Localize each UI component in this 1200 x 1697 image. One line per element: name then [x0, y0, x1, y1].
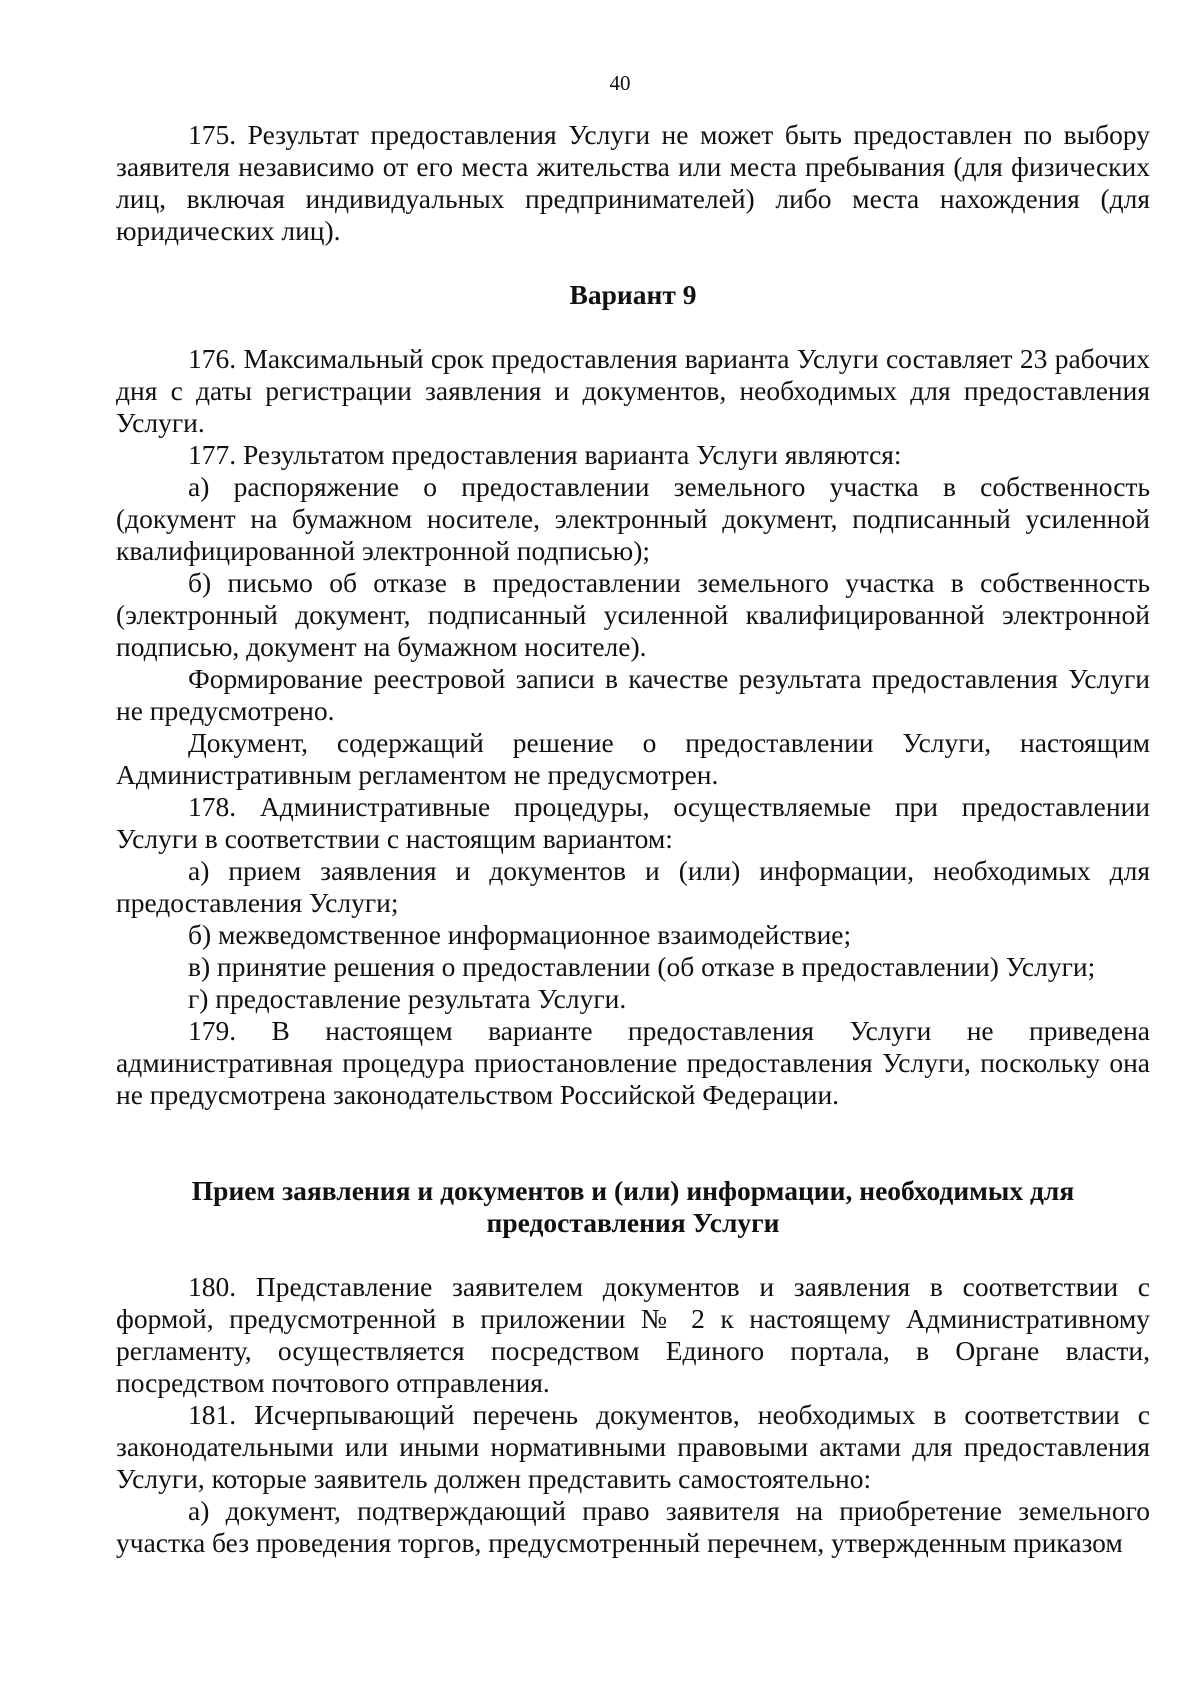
paragraph-175: 175. Результат предоставления Услуги не может быть предоставлен по выбору заявителя независимо от его места жительства или места пребывания (для физических лиц, включая индивидуальных предпринимателей) либо места нахождения (для юридических лиц). [116, 119, 1150, 246]
paragraph-179: 179. В настоящем варианте предоставления Услуги не приведена административная процедура приостановление предоставления Услуги, поскольку она не предусмотрена законодательством Российской Федерации. [116, 1015, 1150, 1110]
paragraph-176: 176. Максимальный срок предоставления варианта Услуги составляет 23 рабочих дня с даты регистрации заявления и документов, необходимых для предоставления Услуги. [116, 343, 1150, 438]
paragraph-180: 180. Представление заявителем документов и заявления в соответствии с формой, предусмотренной в приложении № 2 к настоящему Административному регламенту, осуществляется посредством Единого портала, в Органе власти, посредством почтового отправления. [116, 1271, 1150, 1398]
paragraph-181: 181. Исчерпывающий перечень документов, необходимых в соответствии с законодательными или иными нормативными правовыми актами для предоставления Услуги, которые заявитель должен представить самостоятельно: [116, 1399, 1150, 1494]
paragraph-decision-document: Документ, содержащий решение о предоставлении Услуги, настоящим Административным регламентом не предусмотрен. [116, 727, 1150, 790]
paragraph-178-d: г) предоставление результата Услуги. [188, 983, 627, 1014]
paragraph-181-a: а) документ, подтверждающий право заявителя на приобретение земельного участка без проведения торгов, предусмотренный перечнем, утвержденным приказом [116, 1495, 1150, 1558]
paragraph-registry-record: Формирование реестровой записи в качестве результата предоставления Услуги не предусмотрено. [116, 663, 1150, 726]
paragraph-178: 178. Административные процедуры, осуществляемые при предоставлении Услуги в соответствии с настоящим вариантом: [116, 791, 1150, 854]
paragraph-177-a: а) распоряжение о предоставлении земельного участка в собственность (документ на бумажном носителе, электронный документ, подписанный усиленной квалифицированной электронной подписью); [116, 471, 1150, 566]
paragraph-178-b: б) межведомственное информационное взаимодействие; [188, 919, 852, 950]
section-heading-application-intake: Прием заявления и документов и (или) информации, необходимых для предоставления Услуги [191, 1175, 1075, 1238]
paragraph-178-c: в) принятие решения о предоставлении (об отказе в предоставлении) Услуги; [188, 951, 1096, 982]
paragraph-177-b: б) письмо об отказе в предоставлении земельного участка в собственность (электронный документ, подписанный усиленной квалифицированной электронной подписью, документ на бумажном носителе). [116, 567, 1150, 662]
paragraph-177: 177. Результатом предоставления варианта Услуги являются: [188, 439, 902, 470]
document-body [116, 119, 1150, 1559]
section-heading-variant-9: Вариант 9 [569, 279, 697, 310]
page-number: 40 [609, 71, 631, 95]
paragraph-178-a: а) прием заявления и документов и (или) информации, необходимых для предоставления Услуги; [116, 855, 1150, 918]
